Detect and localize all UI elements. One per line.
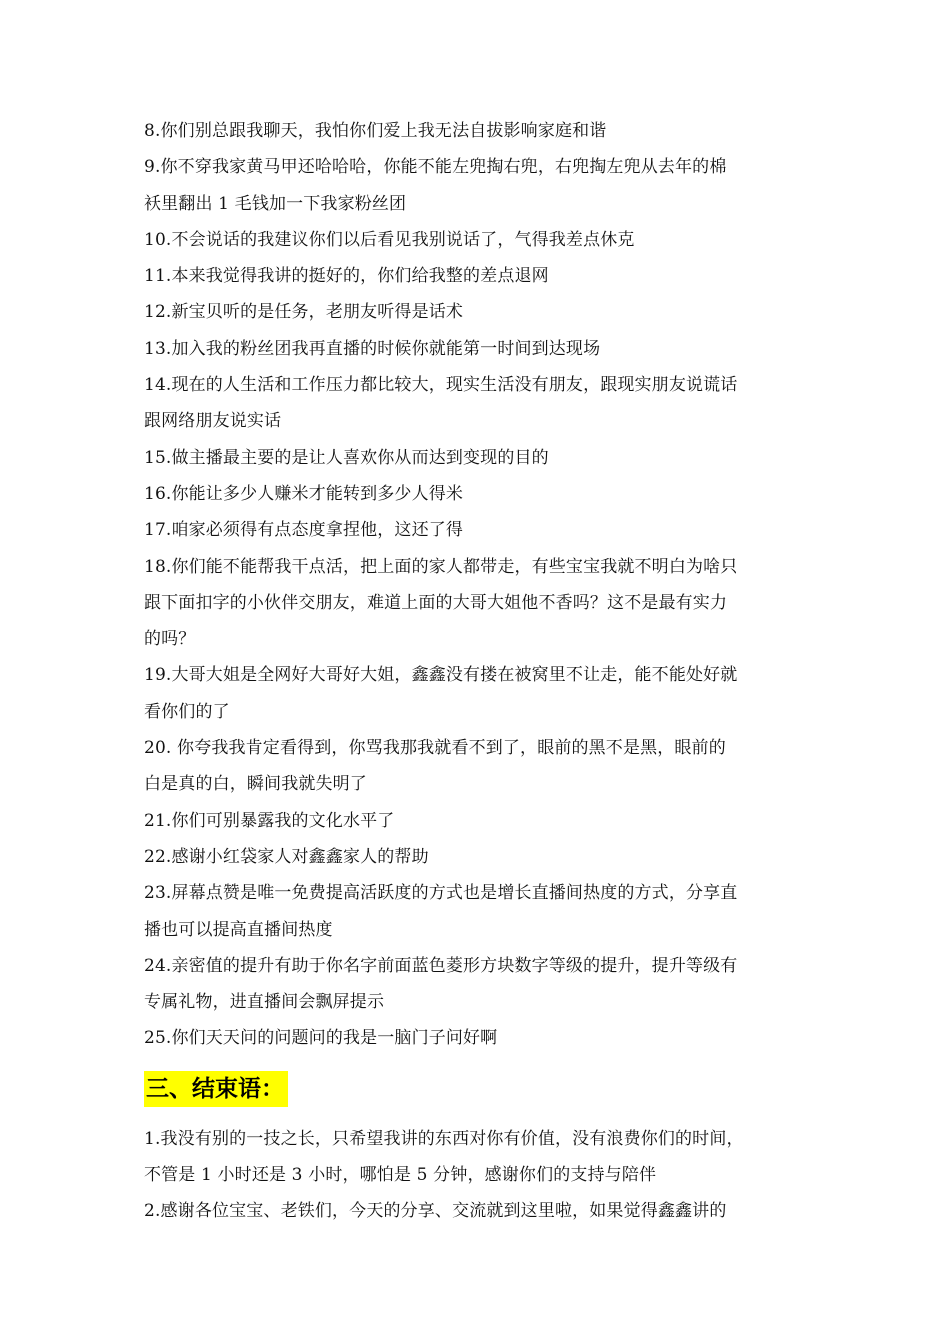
text-line: 21.你们可别暴露我的文化水平了: [144, 810, 395, 831]
text-line: 跟下面扣字的小伙伴交朋友，难道上面的大哥大姐他不香吗？这不是最有实力: [144, 592, 728, 613]
text-line: 12.新宝贝听的是任务，老朋友听得是话术: [144, 302, 464, 323]
text-line: 的吗？: [144, 629, 196, 650]
text-line: 2.感谢各位宝宝、老铁们，今天的分享、交流就到这里啦，如果觉得鑫鑫讲的: [144, 1201, 727, 1222]
text-line: 14.现在的人生活和工作压力都比较大，现实生活没有朋友，跟现实朋友说谎话: [144, 375, 738, 396]
text-line: 25.你们天天问的问题问的我是一脑门子问好啊: [144, 1028, 498, 1049]
text-line: 22.感谢小红袋家人对鑫鑫家人的帮助: [144, 846, 429, 867]
text-line: 23.屏幕点赞是唯一免费提高活跃度的方式也是增长直播间热度的方式，分享直: [144, 883, 738, 904]
text-line: 跟网络朋友说实话: [144, 411, 282, 432]
document-body: [144, 113, 824, 1230]
text-line: 看你们的了: [144, 701, 230, 722]
text-line: 播也可以提高直播间热度: [144, 919, 333, 940]
text-line: 18.你们能不能帮我干点活，把上面的家人都带走，有些宝宝我就不明白为啥只: [144, 556, 738, 577]
text-line: 10.不会说话的我建议你们以后看见我别说话了，气得我差点休克: [144, 229, 635, 250]
text-line: 专属礼物，进直播间会飘屏提示: [144, 992, 385, 1013]
text-line: 20. 你夸我我肯定看得到，你骂我那我就看不到了，眼前的黑不是黑，眼前的: [144, 738, 726, 759]
speech-lines-list: [144, 113, 824, 1057]
text-line: 13.加入我的粉丝团我再直播的时候你就能第一时间到达现场: [144, 338, 601, 359]
text-line: 17.咱家必须得有点态度拿捏他，这还了得: [144, 520, 464, 541]
text-line: 8.你们别总跟我聊天，我怕你们爱上我无法自拔影响家庭和谐: [144, 121, 607, 141]
text-line: 白是真的白，瞬间我就失明了: [144, 774, 367, 795]
text-line: 1.我没有别的一技之长，只希望我讲的东西对你有价值，没有浪费你们的时间，: [144, 1128, 744, 1149]
text-line: 袄里翻出 1 毛钱加一下我家粉丝团: [144, 193, 407, 214]
text-line: 15.做主播最主要的是让人喜欢你从而达到变现的目的: [144, 447, 549, 468]
text-line: 16.你能让多少人赚米才能转到多少人得米: [144, 483, 464, 504]
closing-lines-list: [144, 1121, 824, 1230]
text-line: 9.你不穿我家黄马甲还哈哈哈，你能不能左兜掏右兜，右兜掏左兜从去年的棉: [144, 157, 727, 178]
section-heading-closing: 三、结束语：: [144, 1071, 288, 1107]
text-line: 11.本来我觉得我讲的挺好的，你们给我整的差点退网: [144, 266, 549, 287]
text-line: 24.亲密值的提升有助于你名字前面蓝色菱形方块数字等级的提升，提升等级有: [144, 955, 738, 976]
text-line: 19.大哥大姐是全网好大哥好大姐，鑫鑫没有搂在被窝里不让走，能不能处好就: [144, 665, 738, 686]
text-line: 不管是 1 小时还是 3 小时，哪怕是 5 分钟，感谢你们的支持与陪伴: [144, 1165, 657, 1186]
